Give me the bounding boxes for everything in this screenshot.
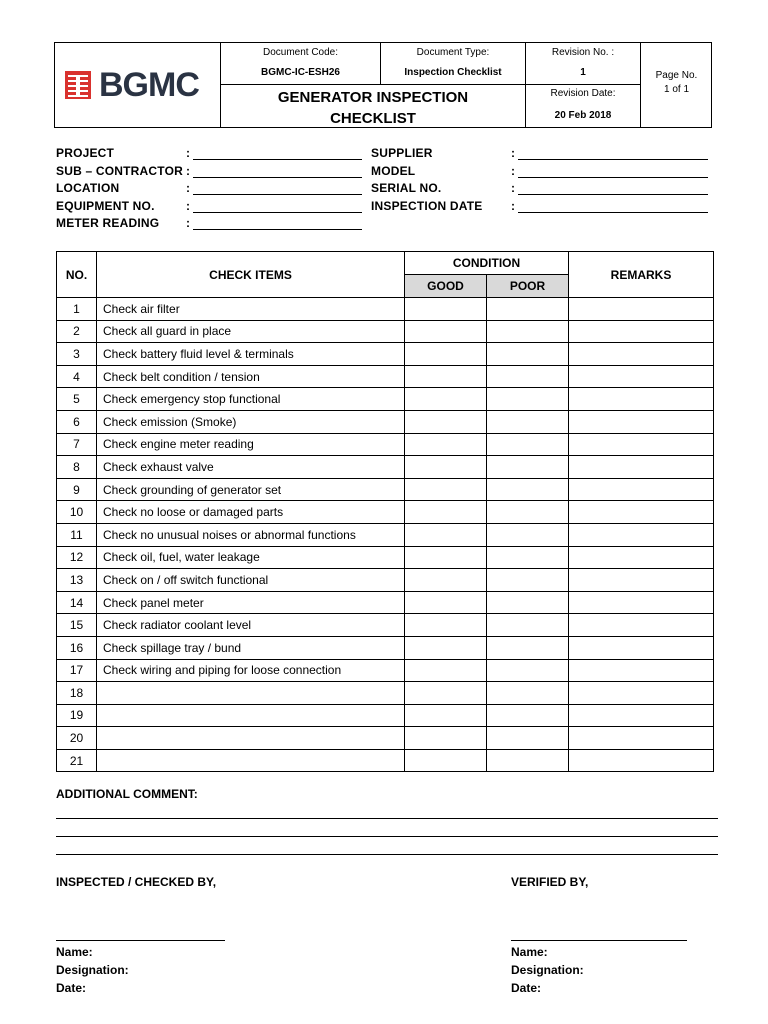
verifier-signature-line[interactable]: [511, 940, 687, 941]
location-label: LOCATION: [56, 181, 120, 195]
good-cell[interactable]: [405, 456, 487, 479]
remarks-cell[interactable]: [569, 682, 714, 705]
good-cell[interactable]: [405, 591, 487, 614]
check-item: Check engine meter reading: [97, 433, 405, 456]
row-number: 12: [57, 546, 97, 569]
remarks-cell[interactable]: [569, 410, 714, 433]
table-row: [57, 388, 714, 411]
supplier-label: SUPPLIER: [371, 146, 433, 160]
colon: :: [186, 181, 190, 195]
table-row: [57, 636, 714, 659]
inspected-by-label: INSPECTED / CHECKED BY,: [56, 875, 217, 889]
row-number: 17: [57, 659, 97, 682]
logo-text: BGMC: [99, 66, 199, 104]
table-row: [57, 433, 714, 456]
good-cell[interactable]: [405, 298, 487, 321]
poor-cell[interactable]: [487, 410, 569, 433]
row-number: 16: [57, 636, 97, 659]
poor-cell[interactable]: [487, 546, 569, 569]
model-label: MODEL: [371, 164, 416, 178]
document-header: [54, 42, 712, 128]
remarks-cell[interactable]: [569, 659, 714, 682]
title-line-2: CHECKLIST: [330, 110, 416, 127]
row-number: 13: [57, 569, 97, 592]
title-line-1: GENERATOR INSPECTION: [277, 89, 469, 106]
poor-cell[interactable]: [487, 569, 569, 592]
sub-contractor-field[interactable]: [193, 177, 362, 178]
table-row: [57, 614, 714, 637]
remarks-header: REMARKS: [569, 252, 714, 298]
equipment-no-field[interactable]: [193, 212, 362, 213]
check-item: Check no loose or damaged parts: [97, 501, 405, 524]
table-row: [57, 501, 714, 524]
good-cell[interactable]: [405, 636, 487, 659]
equipment-no-label: EQUIPMENT NO.: [56, 199, 155, 213]
location-field[interactable]: [193, 194, 362, 195]
poor-cell[interactable]: [487, 636, 569, 659]
poor-cell[interactable]: [487, 320, 569, 343]
check-items-header: CHECK ITEMS: [97, 252, 405, 298]
good-cell[interactable]: [405, 659, 487, 682]
bgmc-logo-icon: [65, 71, 91, 99]
good-cell[interactable]: [405, 343, 487, 366]
table-row: [57, 749, 714, 772]
table-row: [57, 546, 714, 569]
good-cell[interactable]: [405, 704, 487, 727]
row-number: 3: [57, 343, 97, 366]
colon: :: [186, 199, 190, 213]
verifier-name-label: Name:: [511, 945, 548, 959]
remarks-cell[interactable]: [569, 433, 714, 456]
good-cell[interactable]: [405, 614, 487, 637]
check-item: Check radiator coolant level: [97, 614, 405, 637]
model-field[interactable]: [518, 177, 708, 178]
revision-date-value: 20 Feb 2018: [554, 110, 612, 121]
check-item: Check no unusual noises or abnormal functions: [97, 523, 405, 546]
remarks-cell[interactable]: [569, 749, 714, 772]
serial-no-label: SERIAL NO.: [371, 181, 442, 195]
company-logo: [65, 65, 199, 105]
poor-cell[interactable]: [487, 591, 569, 614]
row-number: 7: [57, 433, 97, 456]
poor-cell[interactable]: [487, 682, 569, 705]
good-cell[interactable]: [405, 523, 487, 546]
row-number: 4: [57, 365, 97, 388]
colon: :: [511, 181, 515, 195]
remarks-cell[interactable]: [569, 320, 714, 343]
table-row: [57, 523, 714, 546]
row-number: 6: [57, 410, 97, 433]
remarks-cell[interactable]: [569, 478, 714, 501]
row-number: 20: [57, 727, 97, 750]
table-row: [57, 320, 714, 343]
meter-reading-label: METER READING: [56, 216, 160, 230]
revision-no-value: 1: [580, 67, 586, 78]
poor-cell[interactable]: [487, 727, 569, 750]
row-number: 2: [57, 320, 97, 343]
table-row: [57, 298, 714, 321]
colon: :: [511, 164, 515, 178]
row-number: 14: [57, 591, 97, 614]
additional-comment-label: ADDITIONAL COMMENT:: [56, 787, 198, 801]
colon: :: [511, 146, 515, 160]
table-row: [57, 365, 714, 388]
checklist-table: [56, 251, 714, 772]
table-row: [57, 727, 714, 750]
remarks-cell[interactable]: [569, 591, 714, 614]
good-cell[interactable]: [405, 569, 487, 592]
poor-cell[interactable]: [487, 659, 569, 682]
check-item: [97, 727, 405, 750]
remarks-cell[interactable]: [569, 365, 714, 388]
good-cell[interactable]: [405, 546, 487, 569]
row-number: 21: [57, 749, 97, 772]
table-row: [57, 569, 714, 592]
table-row: [57, 591, 714, 614]
colon: :: [186, 164, 190, 178]
poor-cell[interactable]: [487, 704, 569, 727]
good-cell[interactable]: [405, 501, 487, 524]
table-row: [57, 478, 714, 501]
inspection-date-field[interactable]: [518, 212, 708, 213]
row-number: 18: [57, 682, 97, 705]
poor-cell[interactable]: [487, 749, 569, 772]
check-item: Check battery fluid level & terminals: [97, 343, 405, 366]
project-field[interactable]: [193, 159, 362, 160]
poor-cell[interactable]: [487, 433, 569, 456]
inspector-designation-label: Designation:: [56, 963, 129, 977]
colon: :: [186, 216, 190, 230]
row-number: 19: [57, 704, 97, 727]
remarks-cell[interactable]: [569, 546, 714, 569]
inspection-date-label: INSPECTION DATE: [371, 199, 483, 213]
row-number: 5: [57, 388, 97, 411]
check-item: [97, 682, 405, 705]
poor-cell[interactable]: [487, 365, 569, 388]
remarks-cell[interactable]: [569, 614, 714, 637]
remarks-cell[interactable]: [569, 523, 714, 546]
poor-cell[interactable]: [487, 456, 569, 479]
check-item: [97, 749, 405, 772]
row-number: 1: [57, 298, 97, 321]
colon: :: [511, 199, 515, 213]
project-label: PROJECT: [56, 146, 115, 160]
good-cell[interactable]: [405, 365, 487, 388]
colon: :: [186, 146, 190, 160]
poor-cell[interactable]: [487, 298, 569, 321]
row-number: 15: [57, 614, 97, 637]
verifier-date-label: Date:: [511, 981, 542, 995]
verified-by-label: VERIFIED BY,: [511, 875, 589, 889]
good-cell[interactable]: [405, 320, 487, 343]
supplier-field[interactable]: [518, 159, 708, 160]
remarks-cell[interactable]: [569, 569, 714, 592]
document-code-value: BGMC-IC-ESH26: [261, 67, 340, 78]
check-item: Check all guard in place: [97, 320, 405, 343]
check-item: Check on / off switch functional: [97, 569, 405, 592]
row-number: 9: [57, 478, 97, 501]
table-row: [57, 659, 714, 682]
serial-no-field[interactable]: [518, 194, 708, 195]
check-item: Check air filter: [97, 298, 405, 321]
poor-cell[interactable]: [487, 523, 569, 546]
table-row: [57, 456, 714, 479]
table-row: [57, 343, 714, 366]
table-row: [57, 682, 714, 705]
check-item: Check panel meter: [97, 591, 405, 614]
good-cell[interactable]: [405, 410, 487, 433]
checklist-body: [57, 298, 714, 772]
revision-no-label: Revision No. :: [551, 47, 615, 58]
document-code-label: Document Code:: [262, 47, 339, 58]
check-item: Check spillage tray / bund: [97, 636, 405, 659]
remarks-cell[interactable]: [569, 388, 714, 411]
good-cell[interactable]: [405, 749, 487, 772]
inspector-signature-line[interactable]: [56, 940, 225, 941]
row-number: 11: [57, 523, 97, 546]
meter-reading-field[interactable]: [193, 229, 362, 230]
check-item: Check grounding of generator set: [97, 478, 405, 501]
inspector-date-label: Date:: [56, 981, 87, 995]
remarks-cell[interactable]: [569, 727, 714, 750]
good-cell[interactable]: [405, 433, 487, 456]
check-item: Check oil, fuel, water leakage: [97, 546, 405, 569]
remarks-cell[interactable]: [569, 501, 714, 524]
check-item: [97, 704, 405, 727]
good-cell[interactable]: [405, 682, 487, 705]
page-no-label: Page No.: [655, 70, 698, 81]
check-item: Check belt condition / tension: [97, 365, 405, 388]
check-item: Check emission (Smoke): [97, 410, 405, 433]
poor-header: POOR: [487, 275, 569, 298]
poor-cell[interactable]: [487, 501, 569, 524]
no-header: NO.: [57, 252, 97, 298]
remarks-cell[interactable]: [569, 456, 714, 479]
good-cell[interactable]: [405, 388, 487, 411]
comment-line-2[interactable]: [56, 836, 718, 837]
row-number: 8: [57, 456, 97, 479]
remarks-cell[interactable]: [569, 636, 714, 659]
poor-cell[interactable]: [487, 478, 569, 501]
comment-line-3[interactable]: [56, 854, 718, 855]
condition-header: CONDITION: [405, 252, 569, 275]
poor-cell[interactable]: [487, 614, 569, 637]
row-number: 10: [57, 501, 97, 524]
table-row: [57, 704, 714, 727]
verifier-designation-label: Designation:: [511, 963, 584, 977]
remarks-cell[interactable]: [569, 704, 714, 727]
comment-line-1[interactable]: [56, 818, 718, 819]
document-type-label: Document Type:: [416, 47, 490, 58]
remarks-cell[interactable]: [569, 343, 714, 366]
good-cell[interactable]: [405, 727, 487, 750]
sub-contractor-label: SUB – CONTRACTOR: [56, 164, 183, 178]
check-item: Check emergency stop functional: [97, 388, 405, 411]
page-no-value: 1 of 1: [663, 84, 690, 95]
document-title: [221, 87, 525, 129]
document-type-value: Inspection Checklist: [404, 67, 502, 78]
good-cell[interactable]: [405, 478, 487, 501]
table-row: [57, 410, 714, 433]
poor-cell[interactable]: [487, 343, 569, 366]
good-header: GOOD: [405, 275, 487, 298]
remarks-cell[interactable]: [569, 298, 714, 321]
poor-cell[interactable]: [487, 388, 569, 411]
check-item: Check wiring and piping for loose connection: [97, 659, 405, 682]
revision-date-label: Revision Date:: [550, 88, 616, 99]
inspector-name-label: Name:: [56, 945, 93, 959]
check-item: Check exhaust valve: [97, 456, 405, 479]
